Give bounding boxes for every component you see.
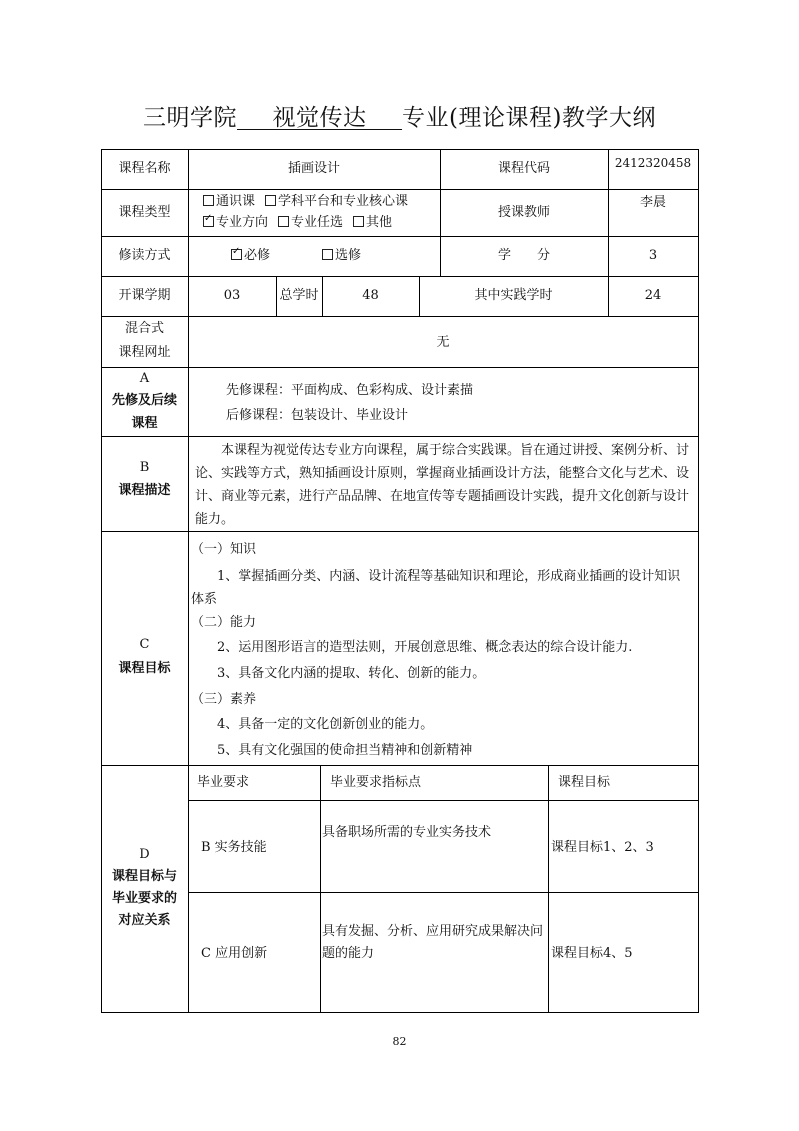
mapping-row-1-goal: 课程目标1、2、3 [551,840,654,855]
section-a-title-line2: 课程 [131,416,158,431]
total-hours-value: 48 [362,288,379,303]
checkbox-icon [203,195,214,206]
checked-checkbox-icon [203,216,214,227]
option-core[interactable]: 学科平台和专业核心课 [265,194,408,209]
option-required[interactable]: ✓ 必修 [231,246,270,266]
goal-item-1: 1、掌握插画分类、内涵、设计流程等基础知识和理论，形成商业插画的设计知识体系 [191,569,681,607]
section-b-letter: B [139,460,150,475]
mapping-header-indicator: 毕业要求指标点 [330,775,422,790]
course-type-options-line2 [203,213,392,233]
section-c-title: 课程目标 [118,661,171,676]
title-school: 三明学院 [143,105,238,131]
goal-heading-knowledge: （一）知识 [191,542,257,557]
practice-hours-label: 其中实践学时 [474,288,553,303]
mapping-row-2-requirement: C 应用创新 [201,946,268,961]
course-type-label: 课程类型 [118,205,171,220]
section-a-letter: A [139,371,150,386]
blended-label-line1: 混合式 [124,321,164,336]
semester-value: 03 [223,288,241,303]
blended-url-value: 无 [436,335,450,350]
followup-courses: 后修课程：包装设计、毕业设计 [226,408,409,423]
section-b-title: 课程描述 [118,483,171,498]
mapping-row-2-indicator: 具有发掘、分析、应用研究成果解决问题的能力 [322,924,544,961]
section-d-letter: D [139,847,150,862]
total-hours-label: 总学时 [279,288,319,303]
goal-item-3: 3、具备文化内涵的提取、转化、创新的能力。 [217,666,486,681]
option-other[interactable]: 其他 [353,215,392,230]
mapping-header-goal: 课程目标 [558,775,611,790]
goal-heading-literacy: （三）素养 [191,692,257,707]
checkbox-icon [265,195,276,206]
course-name-value: 插画设计 [287,161,340,176]
course-code-value: 2412320458 [614,156,692,170]
course-code-label: 课程代码 [497,161,550,176]
page-title [0,103,799,133]
goal-item-2: 2、运用图形语言的造型法则，开展创意思维、概念表达的综合设计能力. [217,640,633,655]
credit-value: 3 [648,248,658,263]
title-major: 视觉传达 [272,105,367,131]
course-type-options-line1 [203,192,408,212]
semester-label: 开课学期 [118,288,171,303]
page-number: 82 [392,1035,407,1048]
section-c-letter: C [139,637,150,652]
option-optional[interactable]: 选修 [322,246,361,266]
section-d-title-line3: 对应关系 [118,913,171,928]
credit-label: 学 分 [497,248,550,263]
option-direction[interactable]: ✓专业方向 [203,215,268,230]
title-suffix: 专业(理论课程)教学大纲 [402,105,656,131]
checkbox-icon [278,216,289,227]
checkbox-icon [322,249,333,260]
option-general[interactable]: 通识课 [203,194,255,209]
blended-label-line2: 课程网址 [118,345,171,360]
checkbox-icon [353,216,364,227]
goal-item-4: 4、具备一定的文化创新创业的能力。 [217,717,434,732]
course-description: 本课程为视觉传达专业方向课程，属于综合实践课。旨在通过讲授、案例分析、讨论、实践等方式，熟知插画设计原则，掌握商业插画设计方法，能整合文化与艺术、设计、商业等元素，进行产品品牌、在地宣传等专题插画设计实践，提升文化创新与设计能力。 [195,443,690,527]
teacher-label: 授课教师 [497,205,550,220]
mapping-header-requirement: 毕业要求 [197,775,250,790]
study-mode-label: 修读方式 [118,248,171,263]
goal-item-5: 5、具有文化强国的使命担当精神和创新精神 [217,743,473,758]
teacher-value: 李晨 [639,195,666,210]
mapping-row-2-goal: 课程目标4、5 [551,946,633,961]
course-name-label: 课程名称 [118,161,171,176]
checked-checkbox-icon [231,249,242,260]
prerequisite-courses: 先修课程：平面构成、色彩构成、设计素描 [226,383,474,398]
practice-hours-value: 24 [644,288,662,303]
option-elective[interactable]: 专业任选 [278,215,343,230]
section-a-title-line1: 先修及后续 [111,393,177,408]
mapping-row-1-indicator: 具备职场所需的专业实务技术 [322,825,492,840]
section-d-title-line1: 课程目标与 [111,869,177,884]
goal-heading-ability: （二）能力 [191,615,257,630]
mapping-row-1-requirement: B 实务技能 [201,840,267,855]
section-d-title-line2: 毕业要求的 [111,891,177,906]
